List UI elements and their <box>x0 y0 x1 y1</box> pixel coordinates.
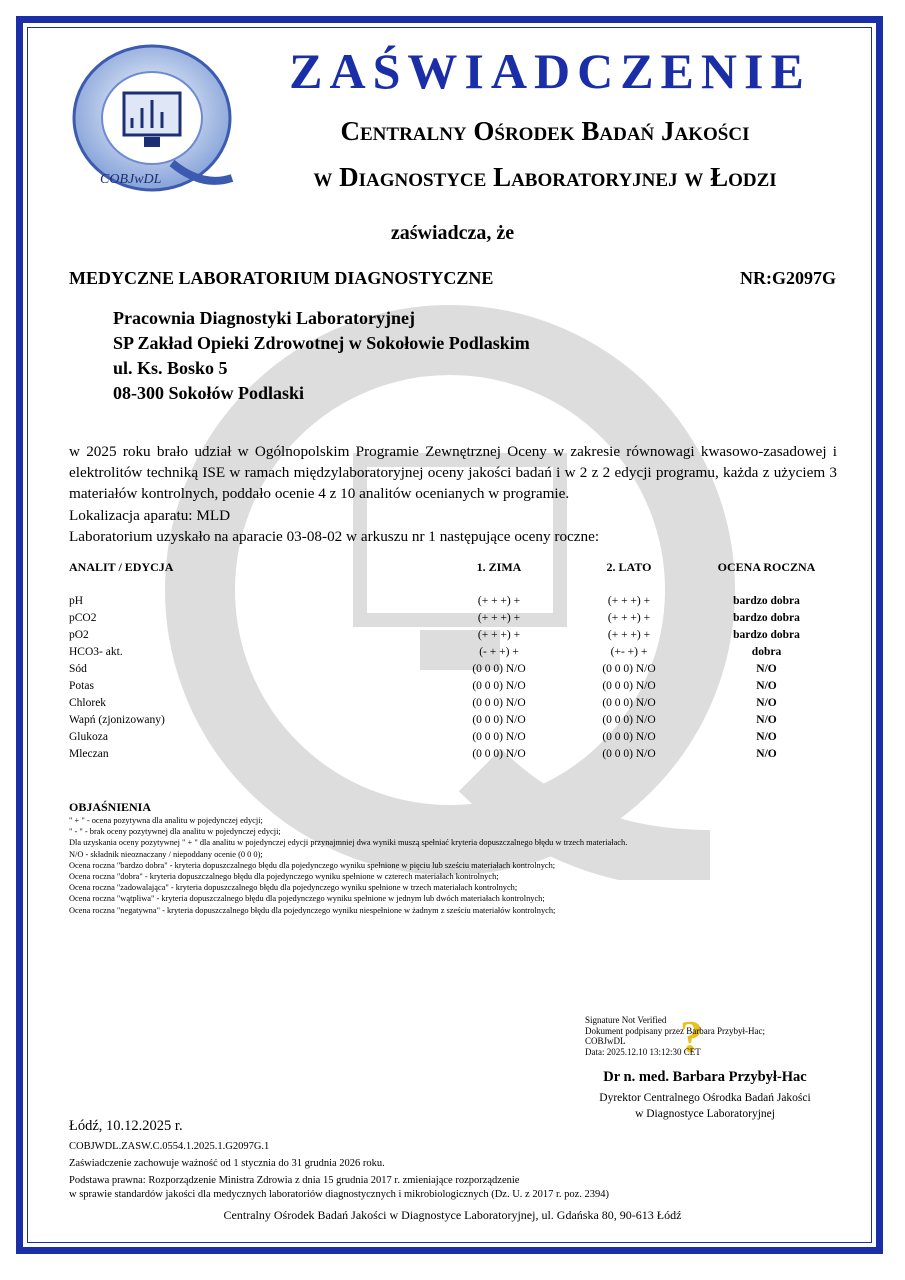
winter-score-cell: (0 0 0) N/O <box>472 679 526 692</box>
winter-score-cell: (- + +) + <box>479 645 519 658</box>
lab-address-line: SP Zakład Opieki Zdrowotnej w Sokołowie Podlaskim <box>113 333 530 353</box>
summer-score-cell: (0 0 0) N/O <box>602 696 656 709</box>
winter-score-cell: (0 0 0) N/O <box>472 662 526 675</box>
annual-rating-cell: N/O <box>756 747 777 760</box>
winter-score-cell: (+ + +) + <box>477 628 521 641</box>
document-title: ZAŚWIADCZENIE <box>289 43 811 99</box>
winter-score-cell: (+ + +) + <box>477 611 521 624</box>
signature-unverified-icon: ? <box>680 1011 703 1062</box>
explanation-line: Ocena roczna "zadowalająca" - kryteria dopuszczalnego błędu dla pojedynczego wyniku spełnione w trzech materiałach kontrolnych; <box>69 883 518 893</box>
place-and-date: Łódź, 10.12.2025 r. <box>69 1118 183 1134</box>
analyte-cell: Mleczan <box>69 747 109 760</box>
annual-rating-cell: bardzo dobra <box>733 611 800 624</box>
annual-rating-cell: dobra <box>751 645 782 658</box>
results-table <box>69 559 839 762</box>
winter-score-cell: (0 0 0) N/O <box>472 713 526 726</box>
signature-date: Data: 2025.12.10 13:12:30 CET <box>585 1046 701 1057</box>
summer-score-cell: (+- +) + <box>610 645 648 658</box>
explanation-line: N/O - składnik nieoznaczany / niepoddany ocenie (0 0 0); <box>69 849 263 859</box>
table-row <box>69 745 839 762</box>
summer-score-cell: (0 0 0) N/O <box>602 679 656 692</box>
annual-rating-cell: N/O <box>756 713 777 726</box>
column-header: 1. ZIMA <box>476 559 522 574</box>
summer-score-cell: (+ + +) + <box>607 628 651 641</box>
signer-role-line: w Diagnostyce Laboratoryjnej <box>635 1108 775 1120</box>
table-row <box>69 643 839 660</box>
legal-basis-line: Podstawa prawna: Rozporządzenie Ministra Zdrowia z dnia 15 grudnia 2017 r. zmieniające rozporządzenie <box>69 1175 520 1186</box>
summer-score-cell: (0 0 0) N/O <box>602 747 656 760</box>
annual-rating-cell: N/O <box>756 662 777 675</box>
explanation-line: " - " - brak oceny pozytywnej dla analitu w pojedynczej edycji; <box>69 827 281 837</box>
digital-signature-block <box>585 1015 765 1057</box>
analyte-cell: pCO2 <box>69 611 97 624</box>
signer-role-line: Dyrektor Centralnego Ośrodka Badań Jakości <box>599 1092 811 1104</box>
logo-text: COBJwDL <box>100 172 162 187</box>
explanation-line: Dla uzyskania oceny pozytywnej " + " dla analitu w pojedynczej edycji przynajmniej dwa wyniki muszą spełniać kryteria dopuszczalnego błędu w trzech materiałach. <box>69 838 628 848</box>
lab-address-line: ul. Ks. Bosko 5 <box>113 358 228 378</box>
analyte-cell: HCO3- akt. <box>69 645 123 658</box>
summer-score-cell: (0 0 0) N/O <box>602 713 656 726</box>
winter-score-cell: (+ + +) + <box>477 594 521 607</box>
winter-score-cell: (0 0 0) N/O <box>472 730 526 743</box>
device-location: Lokalizacja aparatu: MLD <box>69 507 231 524</box>
legal-basis-line: w sprawie standardów jakości dla medycznych laboratoriów diagnostycznych i mikrobiologicznych (Dz. U. z 2017 r. poz. 2394) <box>69 1189 610 1200</box>
explanation-line: Ocena roczna "dobra" - kryteria dopuszczalnego błędu dla pojedynczego wyniku spełnione w czterech materiałach kontrolnych; <box>69 872 499 882</box>
explanations-title: OBJAŚNIENIA <box>69 800 152 814</box>
explanation-line: " + " - ocena pozytywna dla analitu w pojedynczej edycji; <box>69 816 263 825</box>
issuer-name-line1: Centralny Ośrodek Badań Jakości <box>340 116 750 146</box>
results-intro: Laboratorium uzyskało na aparacie 03-08-02 w arkuszu nr 1 następujące oceny roczne: <box>69 528 600 545</box>
table-row <box>69 609 839 626</box>
analyte-cell: Glukoza <box>69 730 108 743</box>
table-row <box>69 677 839 694</box>
annual-rating-cell: N/O <box>756 696 777 709</box>
annual-rating-cell: N/O <box>756 679 777 692</box>
signature-signed-by: Dokument podpisany przez Barbara Przybył-Hac; <box>585 1025 765 1036</box>
column-header: OCENA ROCZNA <box>717 559 816 574</box>
winter-score-cell: (0 0 0) N/O <box>472 696 526 709</box>
validity-note: Zaświadczenie zachowuje ważność od 1 stycznia do 31 grudnia 2026 roku. <box>69 1158 385 1169</box>
annual-rating-cell: bardzo dobra <box>733 594 800 607</box>
table-spacer <box>69 575 839 592</box>
signature-org: COBJwDL <box>585 1036 626 1046</box>
issuer-name-line2: w Diagnostyce Laboratoryjnej w Łodzi <box>313 162 777 192</box>
table-row <box>69 592 839 609</box>
document-id: COBJWDL.ZASW.C.0554.1.2025.1.G2097G.1 <box>69 1141 270 1152</box>
summer-score-cell: (0 0 0) N/O <box>602 662 656 675</box>
winter-score-cell: (0 0 0) N/O <box>472 747 526 760</box>
summer-score-cell: (+ + +) + <box>607 611 651 624</box>
analyte-cell: Wapń (zjonizowany) <box>69 713 165 726</box>
attests-text: zaświadcza, że <box>390 222 515 244</box>
table-row <box>69 694 839 711</box>
analyte-cell: Potas <box>69 679 94 692</box>
summer-score-cell: (0 0 0) N/O <box>602 730 656 743</box>
analyte-cell: pO2 <box>69 628 89 641</box>
lab-name: MEDYCZNE LABORATORIUM DIAGNOSTYCZNE <box>69 268 494 288</box>
lab-address-line: 08-300 Sokołów Podlaski <box>113 383 305 403</box>
explanations-section <box>69 800 839 916</box>
table-header-row <box>69 559 839 575</box>
participation-paragraph: w 2025 roku brało udział w Ogólnopolskim Programie Zewnętrznej Oceny w zakresie równowagi kwasowo-zasadowej i elektrolitów techniką ISE w ramach międzylaboratoryjnej oceny jakości badań i w 2 z 2 edycji programu, każda z użyciem 3 materiałów kontrolnych, poddało ocenie 4 z 10 analitów ocenianych w programie. <box>69 443 837 502</box>
table-row <box>69 711 839 728</box>
explanation-line: Ocena roczna "negatywna" - kryteria dopuszczalnego błędu dla pojedynczego wyniku niespełnione w żadnym z sześciu materiałów kontrolnych; <box>69 905 556 915</box>
summer-score-cell: (+ + +) + <box>607 594 651 607</box>
signer-role <box>560 1090 850 1122</box>
explanation-line: Ocena roczna "wątpliwa" - kryteria dopuszczalnego błędu dla pojedynczego wyniku spełnione w jednym lub dwóch materiałach kontrolnych; <box>69 894 545 904</box>
analyte-cell: Sód <box>69 662 87 675</box>
analyte-cell: pH <box>69 594 84 607</box>
table-row <box>69 660 839 677</box>
lab-number: NR:G2097G <box>740 268 836 288</box>
signature-status: Signature Not Verified <box>585 1015 667 1025</box>
lab-address-line: Pracownia Diagnostyki Laboratoryjnej <box>113 308 415 328</box>
table-row <box>69 626 839 643</box>
footer-address: Centralny Ośrodek Badań Jakości w Diagnostyce Laboratoryjnej, ul. Gdańska 80, 90-613 Łódź <box>223 1208 682 1222</box>
table-row <box>69 728 839 745</box>
annual-rating-cell: N/O <box>756 730 777 743</box>
annual-rating-cell: bardzo dobra <box>733 628 800 641</box>
explanation-line: Ocena roczna "bardzo dobra" - kryteria dopuszczalnego błędu dla pojedynczego wyniku spełnione w pięciu lub sześciu materiałach kontrolnych; <box>69 860 556 870</box>
column-header: ANALIT / EDYCJA <box>69 559 174 574</box>
column-header: 2. LATO <box>606 559 652 574</box>
signer-name: Dr n. med. Barbara Przybył-Hac <box>603 1069 807 1085</box>
analyte-cell: Chlorek <box>69 696 107 709</box>
